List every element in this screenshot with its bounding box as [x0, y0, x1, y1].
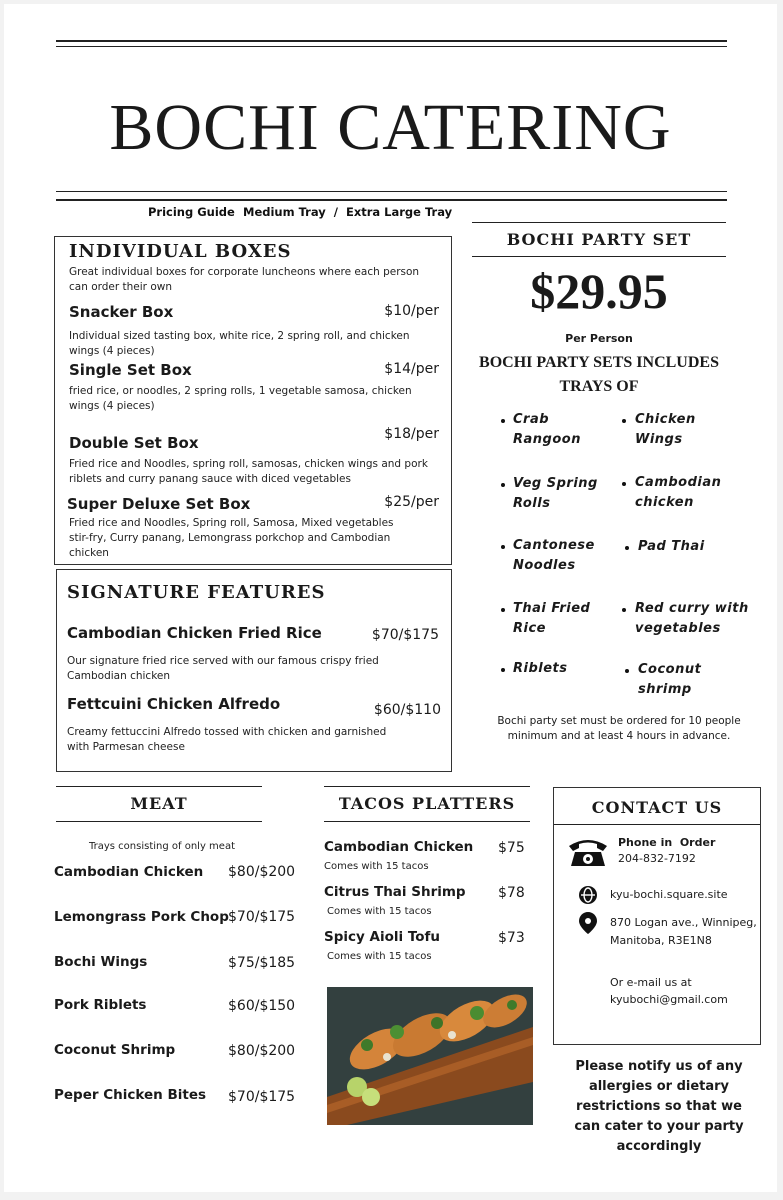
- taco-item-note: Comes with 15 tacos: [327, 951, 432, 962]
- website-link[interactable]: kyu-bochi.square.site: [610, 888, 728, 901]
- location-pin-icon: [579, 912, 597, 934]
- bullet-icon: [625, 546, 629, 550]
- fried-rice-desc: Our signature fried rice served with our famous crispy fried Cambodian chicken: [67, 655, 379, 682]
- super-deluxe-box-desc: Fried rice and Noodles, Spring roll, Samosa, Mixed vegetables stir-fry, Curry panang, Lemongrass porkchop and Cambodian chicken: [69, 517, 394, 559]
- email-label: Or e-mail us at: [610, 976, 692, 989]
- meat-item-name: Pork Riblets: [54, 997, 147, 1013]
- tray-size-label: Medium Tray / Extra Large Tray: [243, 205, 453, 219]
- party-item-veg-spring-rolls: Veg Spring Rolls: [513, 476, 598, 511]
- bullet-icon: [501, 608, 505, 612]
- taco-item-price: $78: [498, 885, 525, 901]
- party-item-cantonese-noodles: Cantonese Noodles: [513, 538, 595, 573]
- snacker-box-name: Snacker Box: [69, 303, 174, 321]
- signature-heading: SIGNATURE FEATURES: [67, 582, 326, 603]
- tacos-photo: [327, 987, 533, 1125]
- contact-section: [553, 787, 761, 1045]
- party-includes-line1: BOCHI PARTY SETS INCLUDES: [479, 354, 719, 371]
- meat-item-name: Cambodian Chicken: [54, 864, 204, 880]
- meat-item-price: $60/$150: [228, 998, 296, 1014]
- bullet-icon: [501, 419, 505, 423]
- party-per-person: Per Person: [565, 332, 633, 345]
- phone-label: Phone in Order: [618, 836, 716, 849]
- party-bottom-rule: [472, 256, 726, 257]
- double-set-box-price: $18/per: [384, 426, 439, 442]
- snacker-box-desc: Individual sized tasting box, white rice, 2 spring roll, and chicken wings (4 pieces): [69, 330, 410, 357]
- fried-rice-price: $70/$175: [371, 627, 439, 643]
- party-item-crab-rangoon: Crab Rangoon: [513, 412, 581, 447]
- party-item-coconut-shrimp: Coconut shrimp: [638, 662, 702, 697]
- page-title: BOCHI CATERING: [109, 91, 672, 164]
- top-rule-thin: [56, 46, 727, 47]
- menu-page: [4, 4, 777, 1192]
- party-note: Bochi party set must be ordered for 10 people minimum and at least 4 hours in advance.: [497, 715, 741, 742]
- party-price: $29.95: [530, 263, 668, 319]
- meat-item-price: $70/$175: [228, 909, 296, 925]
- double-set-box-name: Double Set Box: [69, 434, 199, 452]
- phone-number[interactable]: 204-832-7192: [618, 852, 696, 865]
- taco-item-name: Cambodian Chicken: [324, 839, 474, 855]
- top-rule: [56, 40, 727, 42]
- party-heading: BOCHI PARTY SET: [506, 230, 692, 249]
- bullet-icon: [501, 483, 505, 487]
- fried-rice-name: Cambodian Chicken Fried Rice: [67, 624, 322, 642]
- party-item-riblets: Riblets: [513, 661, 568, 676]
- mid-rule-thin: [56, 191, 727, 192]
- bullet-icon: [501, 668, 505, 672]
- address-line2: Manitoba, R3E1N8: [610, 934, 712, 947]
- taco-item-note: Comes with 15 tacos: [327, 906, 432, 917]
- signature-features-section: [56, 569, 452, 772]
- allergy-notice: Please notify us of any allergies or dietary restrictions so that we can cater to your party accordingly: [574, 1059, 744, 1154]
- globe-icon: [578, 885, 598, 905]
- contact-rule: [554, 824, 760, 825]
- super-deluxe-box-name: Super Deluxe Set Box: [67, 495, 251, 513]
- party-top-rule: [472, 222, 726, 223]
- telephone-icon: [567, 836, 609, 868]
- mid-rule: [56, 199, 727, 201]
- alfredo-name: Fettcuini Chicken Alfredo: [67, 695, 281, 713]
- taco-item-price: $73: [498, 930, 525, 946]
- taco-item-name: Citrus Thai Shrimp: [324, 884, 466, 900]
- address-line1: 870 Logan ave., Winnipeg,: [610, 916, 757, 929]
- meat-item-name: Lemongrass Pork Chop: [54, 909, 229, 925]
- single-set-box-name: Single Set Box: [69, 361, 192, 379]
- meat-bottom-rule: [56, 821, 262, 822]
- individual-heading: INDIVIDUAL BOXES: [69, 241, 292, 262]
- alfredo-desc: Creamy fettuccini Alfredo tossed with chicken and garnished with Parmesan cheese: [67, 726, 387, 753]
- party-item-chicken-wings: Chicken Wings: [635, 412, 696, 447]
- meat-top-rule: [56, 786, 262, 787]
- party-includes-line2: TRAYS OF: [559, 378, 639, 395]
- tacos-top-rule: [324, 786, 530, 787]
- super-deluxe-box-price: $25/per: [384, 494, 439, 510]
- meat-item-price: $80/$200: [228, 864, 296, 880]
- bullet-icon: [625, 669, 629, 673]
- party-item-cambodian-chicken: Cambodian chicken: [635, 475, 722, 510]
- bullet-icon: [622, 419, 626, 423]
- pricing-guide-label: Pricing Guide: [148, 205, 235, 219]
- snacker-box-price: $10/per: [384, 303, 439, 319]
- meat-item-price: $75/$185: [228, 955, 296, 971]
- tacos-heading: TACOS PLATTERS: [338, 794, 516, 813]
- contact-heading: CONTACT US: [591, 798, 723, 817]
- taco-item-name: Spicy Aioli Tofu: [324, 929, 440, 945]
- meat-item-price: $70/$175: [228, 1089, 296, 1105]
- single-set-box-price: $14/per: [384, 361, 439, 377]
- double-set-box-desc: Fried rice and Noodles, spring roll, samosas, chicken wings and pork riblets and curry panang sauce with diced vegetables: [69, 458, 428, 485]
- taco-item-note: Comes with 15 tacos: [324, 861, 429, 872]
- bullet-icon: [622, 482, 626, 486]
- bullet-icon: [501, 545, 505, 549]
- meat-item-name: Peper Chicken Bites: [54, 1087, 207, 1103]
- taco-item-price: $75: [498, 840, 525, 856]
- individual-boxes-section: [54, 236, 452, 565]
- meat-note: Trays consisting of only meat: [89, 841, 235, 852]
- bullet-icon: [622, 608, 626, 612]
- individual-intro: Great individual boxes for corporate luncheons where each person can order their own: [69, 266, 420, 293]
- party-item-pad-thai: Pad Thai: [638, 539, 705, 554]
- meat-item-price: $80/$200: [228, 1043, 296, 1059]
- meat-item-name: Bochi Wings: [54, 954, 148, 970]
- meat-item-name: Coconut Shrimp: [54, 1042, 176, 1058]
- party-item-thai-fried-rice: Thai Fried Rice: [513, 601, 591, 636]
- email-address[interactable]: kyubochi@gmail.com: [610, 993, 728, 1006]
- tacos-bottom-rule: [324, 821, 530, 822]
- party-item-red-curry: Red curry with vegetables: [635, 601, 749, 636]
- single-set-box-desc: fried rice, or noodles, 2 spring rolls, 1 vegetable samosa, chicken wings (4 pieces): [69, 385, 412, 412]
- meat-heading: MEAT: [130, 794, 188, 813]
- alfredo-price: $60/$110: [373, 702, 441, 718]
